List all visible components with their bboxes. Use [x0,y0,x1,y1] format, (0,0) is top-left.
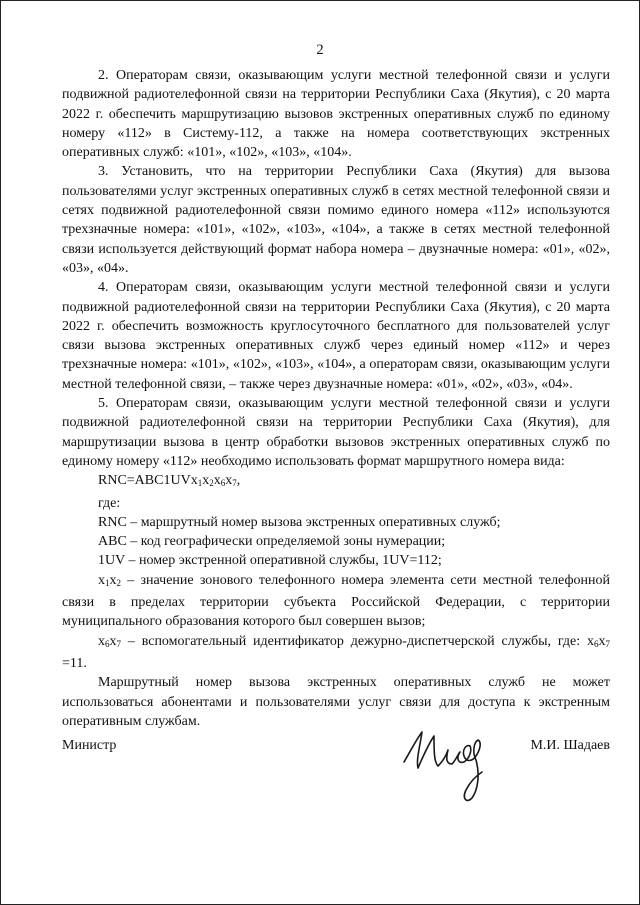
paragraph-5: 5. Операторам связи, оказывающим услуги местной телефонной связи и услуги подвижной радиотелефонной связи на территории Республики Саха (Якутия), для маршрутизации вызова в центр обработки вызовов экстренных оперативных служб по единому номеру «112» необходимо использовать формат маршрутного номера вида: [62,396,610,469]
definition-value: =11. [62,655,87,671]
closing-paragraph: Маршрутный номер вызова экстренных оперативных служб не может использоваться абонентами и пользователями услуг связи для доступа к экстренным оперативным службам. [62,675,610,729]
formula-var: x [213,473,221,489]
var-sub: 2 [116,577,121,588]
formula-var: x [225,473,233,489]
definition-abc: ABC – код географически определяемой зоны нумерации; [98,534,446,550]
formula-end: , [236,473,241,489]
var-x: x [98,572,105,588]
var-x: x [98,633,105,649]
definition-text: – вспомогательный идентификатор дежурно-диспетчерской службы, где: [121,633,587,649]
document-body [62,66,610,731]
var-sub: 1 [105,577,110,588]
definition-text: – значение зонового телефонного номера элемента сети местной телефонной связи в пределах территории субъекта Российской Федерации, с территории муниципального образования которого был совершен вызов; [62,572,610,630]
var-sub: 7 [605,638,610,649]
var-sub: 6 [594,638,599,649]
definition-uv: 1UV – номер экстренной оперативной службы, 1UV=112; [98,553,442,569]
definition-x6x7 [62,632,610,674]
paragraph-4: 4. Операторам связи, оказывающим услуги местной телефонной связи и услуги подвижной радиотелефонной связи на территории Республики Саха (Якутия), с 20 марта 2022 г. обеспечить возможность круглосуточного бесплатного для пользователей услуг связи вызова экстренных оперативных служб через единый номер «112» и через трехзначные номера: «101», «102», «103», «104», а операторам связи, оказывающим услуги местной телефонной связи, – также через двузначные номера: «01», «02», «03», «04». [62,280,610,392]
signer-position: Министр [62,738,117,753]
var-x: x [109,572,117,588]
formula-sub: 2 [209,478,214,489]
page-number: 2 [316,42,324,58]
handwritten-signature [396,712,506,812]
signature-block [62,712,610,822]
definition-x1x2 [62,571,610,632]
var-sub: 7 [116,638,121,649]
formula-prefix: RNC=ABC1UVx [98,473,198,489]
where-label: где: [98,495,121,511]
var-sub: 6 [105,638,110,649]
formula-sub: 7 [232,478,237,489]
paragraph-2: 2. Операторам связи, оказывающим услуги местной телефонной связи и услуги подвижной радиотелефонной связи на территории Республики Саха (Якутия), с 20 марта 2022 г. обеспечить маршрутизацию вызовов экстренных оперативных служб по единому номеру «112» в Систему-112, а также на номера соответствующих экстренных оперативных служб: «101», «102», «103», «104». [62,68,610,161]
formula [62,471,610,493]
definition-rnc: RNC – маршрутный номер вызова экстренных оперативных служб; [98,514,501,530]
signer-name: М.И. Шадаев [530,738,610,753]
paragraph-3: 3. Установить, что на территории Республики Саха (Якутия) для вызова пользователями услуг экстренных оперативных служб в сетях местной телефонной связи и сетях подвижной радиотелефонной связи помимо единого номера «112» используются трехзначные номера: «101», «102», «103», «104», а также в сетях местной телефонной связи используется действующий формат набора номера – двузначные номера: «01», «02», «03», «04». [62,164,610,276]
var-x: x [587,633,594,649]
var-x: x [598,633,606,649]
formula-var: x [202,473,210,489]
var-x: x [109,633,117,649]
formula-sub: 1 [197,478,203,489]
formula-sub: 6 [220,478,226,489]
